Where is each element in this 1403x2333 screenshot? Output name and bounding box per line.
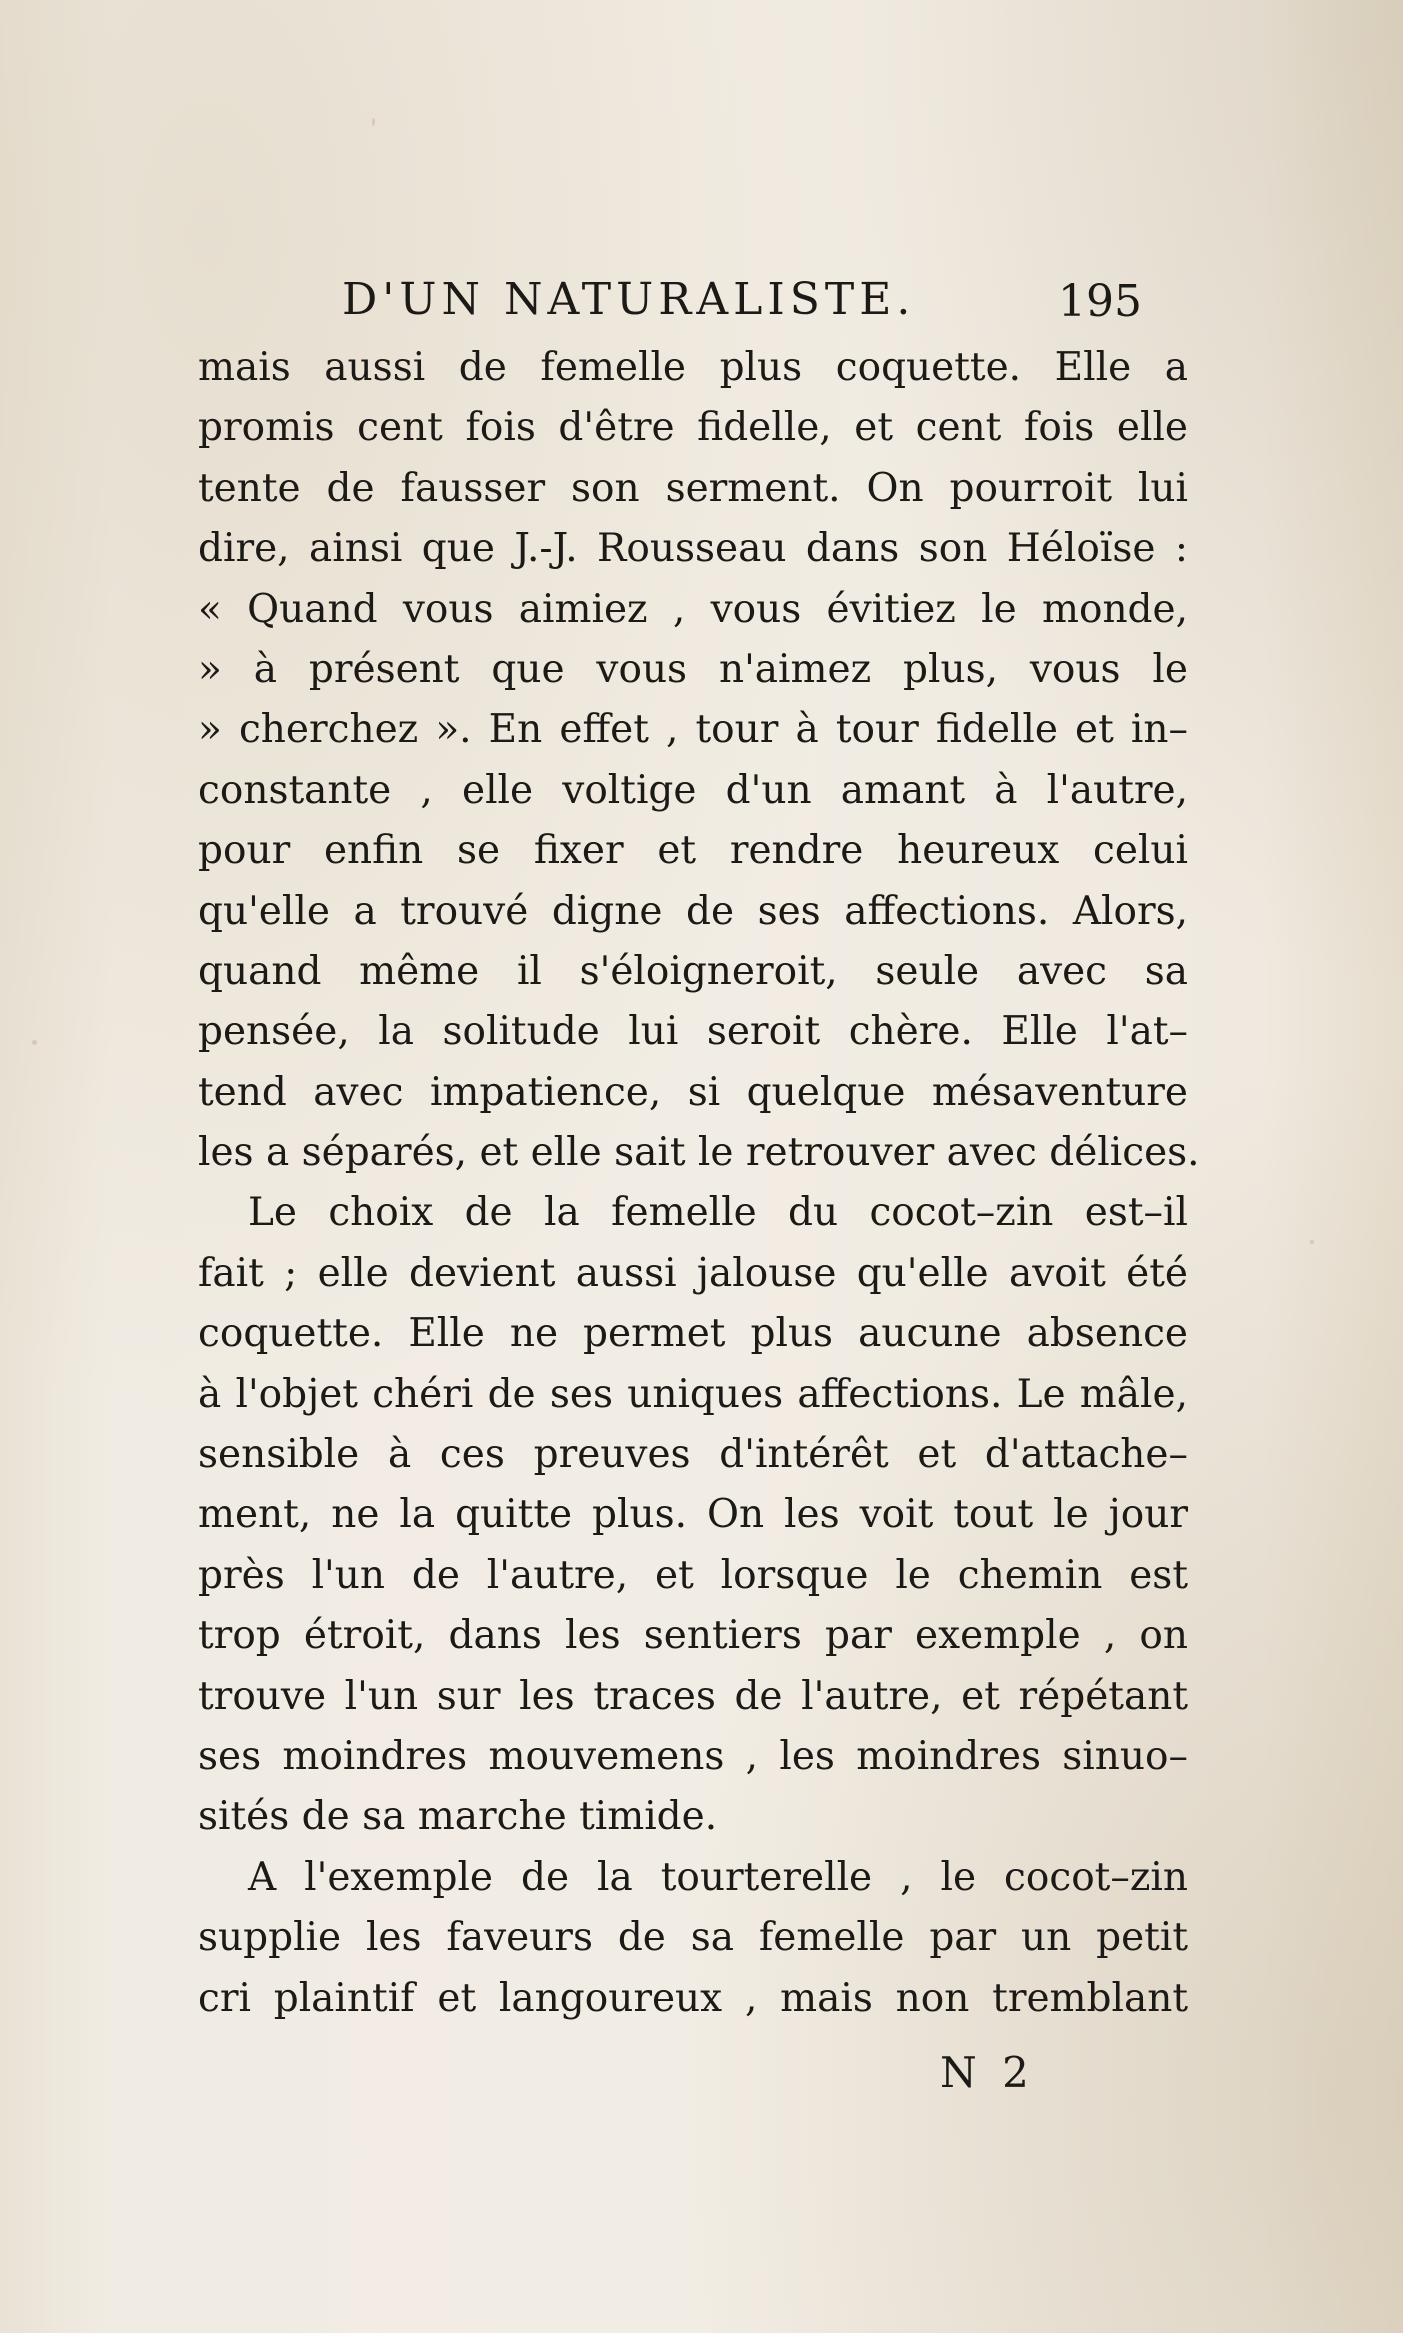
text-line: coquette. Elle ne permet plus aucune absence	[198, 1311, 1188, 1357]
text-line: promis cent fois d'être fidelle, et cent fois elle	[198, 405, 1188, 451]
text-line: » cherchez ». En effet , tour à tour fidelle et in–	[198, 707, 1188, 753]
text-line: ses moindres mouvemens , les moindres sinuo–	[198, 1733, 1188, 1779]
text-line: dire, ainsi que J.-J. Rousseau dans son Héloïse :	[198, 526, 1188, 572]
signature-mark: N 2	[940, 2048, 1035, 2097]
text-line: à l'objet chéri de ses uniques affections. Le mâle,	[198, 1371, 1188, 1417]
paper-speck	[372, 118, 375, 126]
text-line: sensible à ces preuves d'intérêt et d'attache–	[198, 1432, 1188, 1478]
text-line: cri plaintif et langoureux , mais non tremblant	[198, 1975, 1188, 2021]
text-line: Le choix de la femelle du cocot–zin est–il	[248, 1190, 1188, 1236]
text-line: les a séparés, et elle sait le retrouver avec délices.	[198, 1130, 1200, 1176]
page-header	[178, 270, 1178, 340]
text-line: près l'un de l'autre, et lorsque le chemin est	[198, 1552, 1188, 1598]
text-line: A l'exemple de la tourterelle , le cocot–zin	[248, 1854, 1188, 1900]
text-line: trop étroit, dans les sentiers par exemple , on	[198, 1613, 1188, 1659]
paper-speck	[1310, 1240, 1314, 1244]
text-line: tente de fausser son serment. On pourroit lui	[198, 465, 1188, 511]
running-title: D'UN NATURALISTE.	[342, 274, 916, 325]
text-line: supplie les faveurs de sa femelle par un petit	[198, 1915, 1188, 1961]
text-line: mais aussi de femelle plus coquette. Elle a	[198, 345, 1188, 390]
text-line: quand même il s'éloigneroit, seule avec sa	[198, 948, 1188, 994]
text-line: fait ; elle devient aussi jalouse qu'elle avoit été	[198, 1250, 1188, 1296]
text-line: qu'elle a trouvé digne de ses affections. Alors,	[198, 888, 1188, 934]
text-line: sités de sa marche timide.	[198, 1794, 718, 1840]
body-text	[198, 338, 1200, 2029]
page-number: 195	[1058, 276, 1142, 327]
text-line: pour enfin se fixer et rendre heureux celui	[198, 828, 1188, 874]
text-line: ment, ne la quitte plus. On les voit tout le jour	[198, 1492, 1188, 1538]
text-line: « Quand vous aimiez , vous évitiez le monde,	[198, 586, 1188, 632]
text-line: » à présent que vous n'aimez plus, vous le	[198, 646, 1188, 692]
text-line: trouve l'un sur les traces de l'autre, et répétant	[198, 1673, 1188, 1719]
paper-speck	[32, 1040, 37, 1045]
text-line: pensée, la solitude lui seroit chère. Elle l'at–	[198, 1009, 1188, 1055]
text-line: constante , elle voltige d'un amant à l'autre,	[198, 767, 1188, 813]
text-line: tend avec impatience, si quelque mésaventure	[198, 1069, 1188, 1115]
